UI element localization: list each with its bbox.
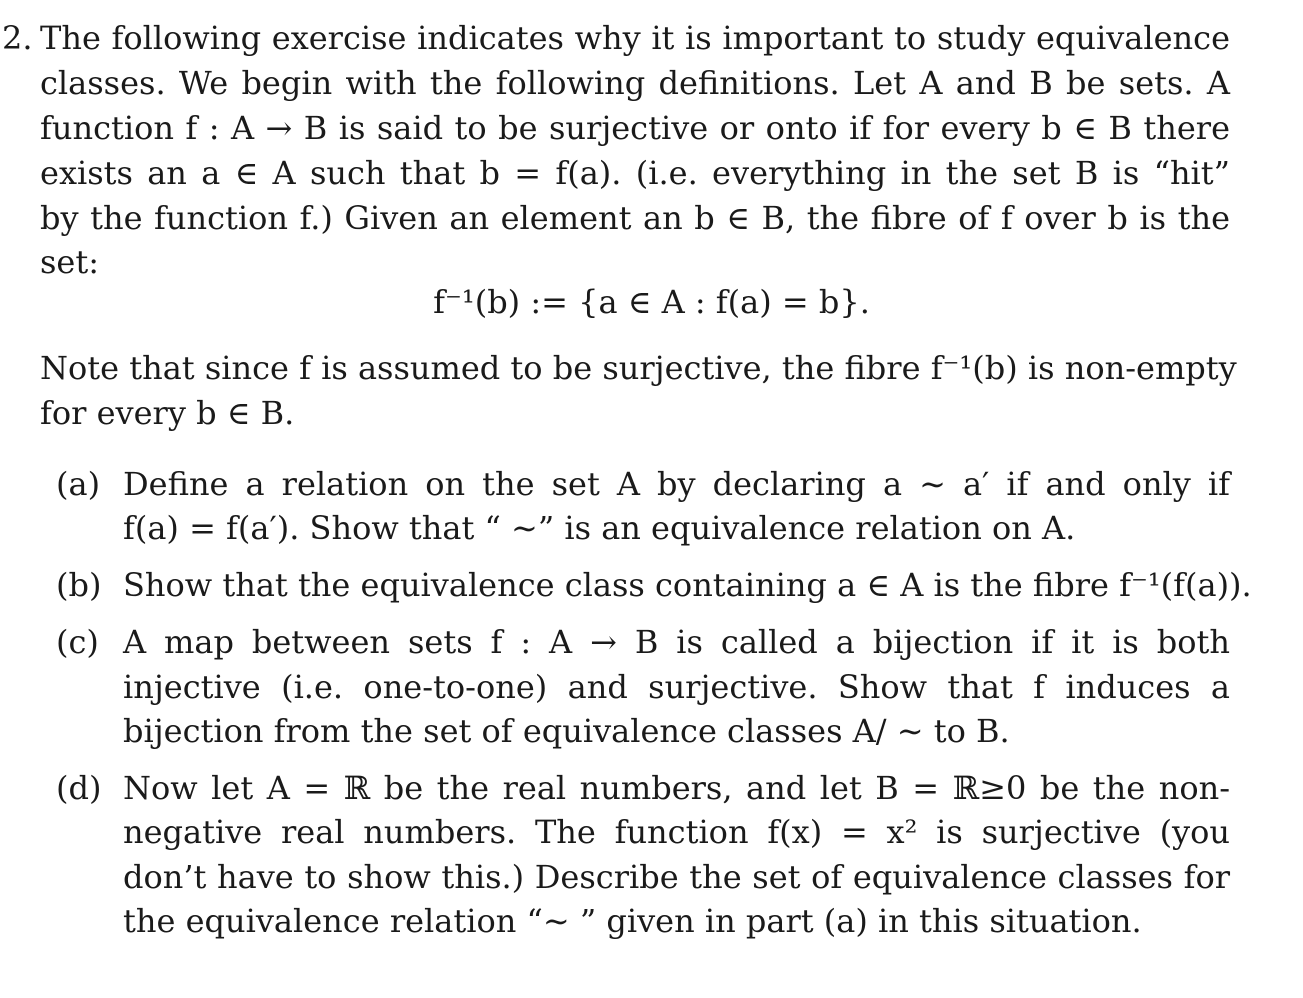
part-d-line-4: the equivalence relation “∼ ” given in part (a) in this situation. bbox=[123, 902, 1142, 940]
note-line-2: for every b ∈ B. bbox=[40, 394, 295, 432]
intro-line-5: by the function f.) Given an element an b ∈ B, the fibre of f over b is the bbox=[40, 199, 1230, 237]
problem-number: 2. bbox=[2, 19, 33, 57]
part-d-line-3: don’t have to show this.) Describe the set of equivalence classes for bbox=[123, 858, 1230, 896]
part-d-line-2: negative real numbers. The function f(x) = x² is surjective (you bbox=[123, 813, 1230, 851]
note-line-1: Note that since f is assumed to be surjective, the fibre f⁻¹(b) is non-empty bbox=[40, 349, 1237, 387]
intro-line-4: exists an a ∈ A such that b = f(a). (i.e. everything in the set B is “hit” bbox=[40, 154, 1230, 192]
part-a-line-1: Define a relation on the set A by declaring a ∼ a′ if and only if bbox=[123, 465, 1230, 503]
fibre-definition-formula: f⁻¹(b) := {a ∈ A : f(a) = b}. bbox=[433, 283, 870, 321]
part-c-line-3: bijection from the set of equivalence classes A/ ∼ to B. bbox=[123, 712, 1010, 750]
part-d-line-1: Now let A = ℝ be the real numbers, and let B = ℝ≥0 be the non- bbox=[123, 769, 1230, 807]
part-c-label: (c) bbox=[56, 623, 99, 661]
intro-line-6: set: bbox=[40, 243, 99, 281]
part-d-label: (d) bbox=[56, 769, 102, 807]
intro-line-2: classes. We begin with the following definitions. Let A and B be sets. A bbox=[40, 64, 1230, 102]
part-c-line-2: injective (i.e. one-to-one) and surjective. Show that f induces a bbox=[123, 668, 1230, 706]
intro-line-3: function f : A → B is said to be surjective or onto if for every b ∈ B there bbox=[40, 109, 1230, 147]
part-b-label: (b) bbox=[56, 566, 102, 604]
part-a-line-2: f(a) = f(a′). Show that “ ∼” is an equivalence relation on A. bbox=[123, 509, 1076, 547]
intro-line-1: The following exercise indicates why it is important to study equivalence bbox=[40, 19, 1230, 57]
part-c-line-1: A map between sets f : A → B is called a bijection if it is both bbox=[123, 623, 1230, 661]
part-b-line-1: Show that the equivalence class containing a ∈ A is the fibre f⁻¹(f(a)). bbox=[123, 566, 1252, 604]
part-a-label: (a) bbox=[56, 465, 101, 503]
